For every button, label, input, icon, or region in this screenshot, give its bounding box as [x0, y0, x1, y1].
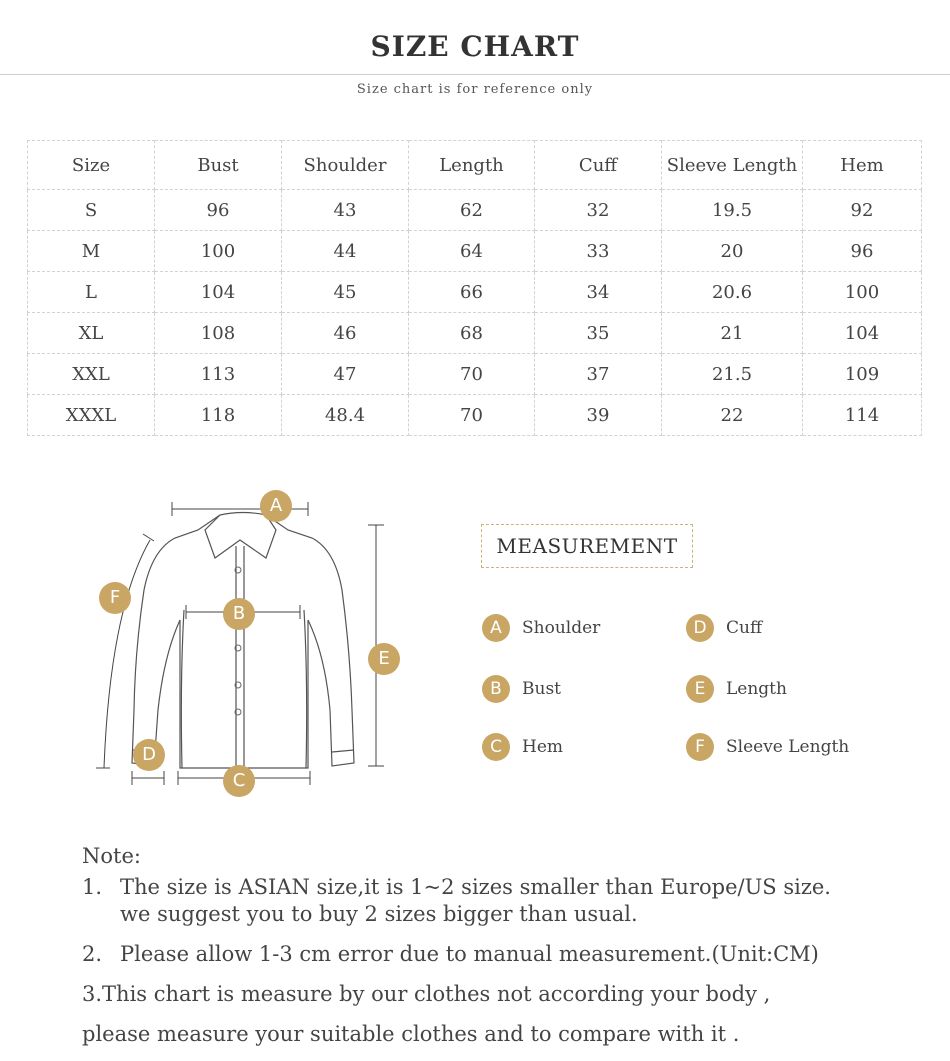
- marker-f-icon: F: [99, 582, 131, 614]
- table-cell: 96: [803, 231, 922, 272]
- page-subtitle: Size chart is for reference only: [356, 82, 594, 97]
- table-cell: 22: [662, 395, 803, 436]
- table-cell: XXXL: [28, 395, 155, 436]
- table-cell: 113: [155, 354, 282, 395]
- table-cell: 100: [803, 272, 922, 313]
- table-cell: 70: [409, 395, 535, 436]
- legend-marker-c-icon: C: [482, 733, 510, 761]
- legend-item-sleeve-length: [686, 732, 849, 762]
- marker-d-icon: D: [133, 739, 165, 771]
- note-1-text-continued: we suggest you to buy 2 sizes bigger than usual.: [120, 902, 638, 926]
- column-header: Bust: [155, 141, 282, 190]
- table-cell: 47: [282, 354, 409, 395]
- table-cell: 96: [155, 190, 282, 231]
- table-cell: XXL: [28, 354, 155, 395]
- column-header: Length: [409, 141, 535, 190]
- marker-a-icon: A: [260, 490, 292, 522]
- column-header: Cuff: [535, 141, 662, 190]
- table-cell: 100: [155, 231, 282, 272]
- measurement-heading: MEASUREMENT: [481, 524, 693, 568]
- table-cell: L: [28, 272, 155, 313]
- table-cell: 45: [282, 272, 409, 313]
- table-cell: S: [28, 190, 155, 231]
- title-divider: [0, 74, 950, 75]
- table-cell: 35: [535, 313, 662, 354]
- legend-label: Cuff: [726, 618, 763, 638]
- table-cell: 48.4: [282, 395, 409, 436]
- note-4-text: please measure your suitable clothes and to compare with it .: [82, 1022, 740, 1046]
- table-cell: 44: [282, 231, 409, 272]
- note-2-number: 2.: [82, 942, 103, 966]
- table-cell: M: [28, 231, 155, 272]
- legend-label: Shoulder: [522, 618, 601, 638]
- table-cell: 43: [282, 190, 409, 231]
- table-row: [28, 231, 922, 272]
- table-row: [28, 354, 922, 395]
- table-cell: 19.5: [662, 190, 803, 231]
- legend-marker-a-icon: A: [482, 614, 510, 642]
- column-header: Hem: [803, 141, 922, 190]
- table-cell: 114: [803, 395, 922, 436]
- legend-marker-f-icon: F: [686, 733, 714, 761]
- shirt-outline-icon: [80, 480, 420, 810]
- legend-item-length: [686, 674, 787, 704]
- table-cell: 21: [662, 313, 803, 354]
- marker-b-icon: B: [223, 598, 255, 630]
- table-row: [28, 313, 922, 354]
- table-cell: 34: [535, 272, 662, 313]
- table-cell: 104: [155, 272, 282, 313]
- note-1-text: The size is ASIAN size,it is 1~2 sizes smaller than Europe/US size.: [120, 875, 831, 899]
- note-2-text: Please allow 1-3 cm error due to manual measurement.(Unit:CM): [120, 942, 819, 966]
- table-cell: 20: [662, 231, 803, 272]
- legend-label: Sleeve Length: [726, 737, 850, 757]
- legend-label: Length: [726, 679, 787, 699]
- table-cell: 62: [409, 190, 535, 231]
- table-cell: 21.5: [662, 354, 803, 395]
- legend-item-hem: [482, 732, 563, 762]
- table-cell: 108: [155, 313, 282, 354]
- legend-marker-b-icon: B: [482, 675, 510, 703]
- table-cell: 33: [535, 231, 662, 272]
- legend-item-cuff: [686, 613, 762, 643]
- table-cell: 68: [409, 313, 535, 354]
- column-header: Shoulder: [282, 141, 409, 190]
- table-cell: 37: [535, 354, 662, 395]
- column-header: Size: [28, 141, 155, 190]
- table-cell: 39: [535, 395, 662, 436]
- legend-label: Hem: [522, 737, 564, 757]
- table-cell: XL: [28, 313, 155, 354]
- column-header: Sleeve Length: [662, 141, 803, 190]
- marker-e-icon: E: [368, 643, 400, 675]
- table-cell: 92: [803, 190, 922, 231]
- table-row: [28, 395, 922, 436]
- legend-marker-e-icon: E: [686, 675, 714, 703]
- table-cell: 66: [409, 272, 535, 313]
- notes-heading: Note:: [82, 844, 141, 868]
- table-cell: 104: [803, 313, 922, 354]
- legend-marker-d-icon: D: [686, 614, 714, 642]
- table-cell: 118: [155, 395, 282, 436]
- table-row: [28, 272, 922, 313]
- legend-item-shoulder: [482, 613, 600, 643]
- note-1-number: 1.: [82, 875, 103, 899]
- marker-c-icon: C: [223, 765, 255, 797]
- table-cell: 70: [409, 354, 535, 395]
- table-row: [28, 190, 922, 231]
- table-cell: 64: [409, 231, 535, 272]
- table-cell: 109: [803, 354, 922, 395]
- shirt-measurement-diagram: [80, 480, 420, 810]
- table-cell: 46: [282, 313, 409, 354]
- note-3-text: 3.This chart is measure by our clothes not according your body ,: [82, 982, 771, 1006]
- table-header-row: [28, 141, 922, 190]
- legend-label: Bust: [522, 679, 561, 699]
- table-cell: 32: [535, 190, 662, 231]
- legend-item-bust: [482, 674, 561, 704]
- page-title: SIZE CHART: [370, 30, 580, 63]
- table-cell: 20.6: [662, 272, 803, 313]
- size-table: [27, 140, 922, 436]
